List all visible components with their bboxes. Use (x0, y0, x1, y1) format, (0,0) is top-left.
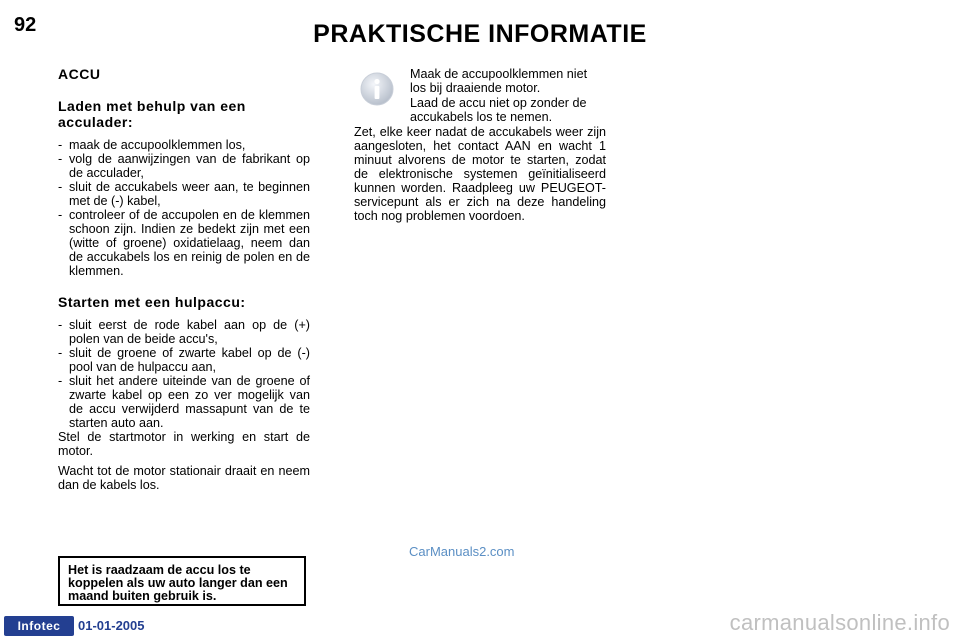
left-column (58, 64, 310, 492)
list-item: - volg de aanwijzingen van de fabrikant op de acculader, (58, 152, 310, 180)
starten-steps-list (58, 318, 310, 430)
laden-steps-list (58, 138, 310, 278)
page-number: 92 (14, 14, 37, 36)
footer-date: 01-01-2005 (78, 618, 145, 633)
info-icon (360, 72, 394, 106)
list-item: - controleer of de accupolen en de klemmen schoon zijn. Indien ze bedekt zijn met een (witte of groene) oxidatielaag, neem dan de accukabels los en reinig de polen en de klemmen. (58, 208, 310, 278)
tip-text: Het is raadzaam de accu los te koppelen als uw auto langer dan een maand buiten gebruik is. (68, 563, 288, 603)
list-item: - maak de accupoolklemmen los, (58, 138, 310, 152)
list-item: - sluit de accukabels weer aan, te beginnen met de (-) kabel, (58, 180, 310, 208)
right-column-body (354, 125, 606, 223)
heading-starten: Starten met een hulpaccu: (58, 294, 246, 310)
heading-laden: Laden met behulp van een acculader: (58, 98, 246, 130)
list-item: - sluit de groene of zwarte kabel op de (-) pool van de hulpaccu aan, (58, 346, 310, 374)
heading-accu: ACCU (58, 66, 101, 82)
watermark-carmanuals2: CarManuals2.com (409, 544, 515, 559)
list-item: - sluit het andere uiteinde van de groene of zwarte kabel op een zo ver mogelijk van de accu verwijderd massapunt van de te starten auto aan. (58, 374, 310, 430)
list-item: - sluit eerst de rode kabel aan op de (+) polen van de beide accu's, (58, 318, 310, 346)
infotec-logo: Infotec (4, 616, 74, 636)
paragraph-wacht: Wacht tot de motor stationair draait en neem dan de kabels los. (58, 464, 310, 492)
warning-note-1: Maak de accupoolklemmen niet los bij draaiende motor. (410, 67, 588, 95)
tip-box (58, 556, 306, 606)
watermark-carmanualsonline: carmanualsonline.info (729, 610, 950, 635)
paragraph-startmotor: Stel de startmotor in werking en start de motor. (58, 430, 310, 458)
page-title: PRAKTISCHE INFORMATIE (313, 20, 647, 48)
warning-note-2: Laad de accu niet op zonder de accukabels los te nemen. (410, 96, 587, 124)
paragraph-reinit: Zet, elke keer nadat de accukabels weer zijn aangesloten, het contact AAN en wacht 1 minuut alvorens de motor te starten, zodat de elektronische systemen geïnitialiseerd kunnen worden. Raadpleeg uw PEUGEOT-servicepunt als er zich na deze handeling toch nog problemen voordoen. (354, 125, 606, 223)
